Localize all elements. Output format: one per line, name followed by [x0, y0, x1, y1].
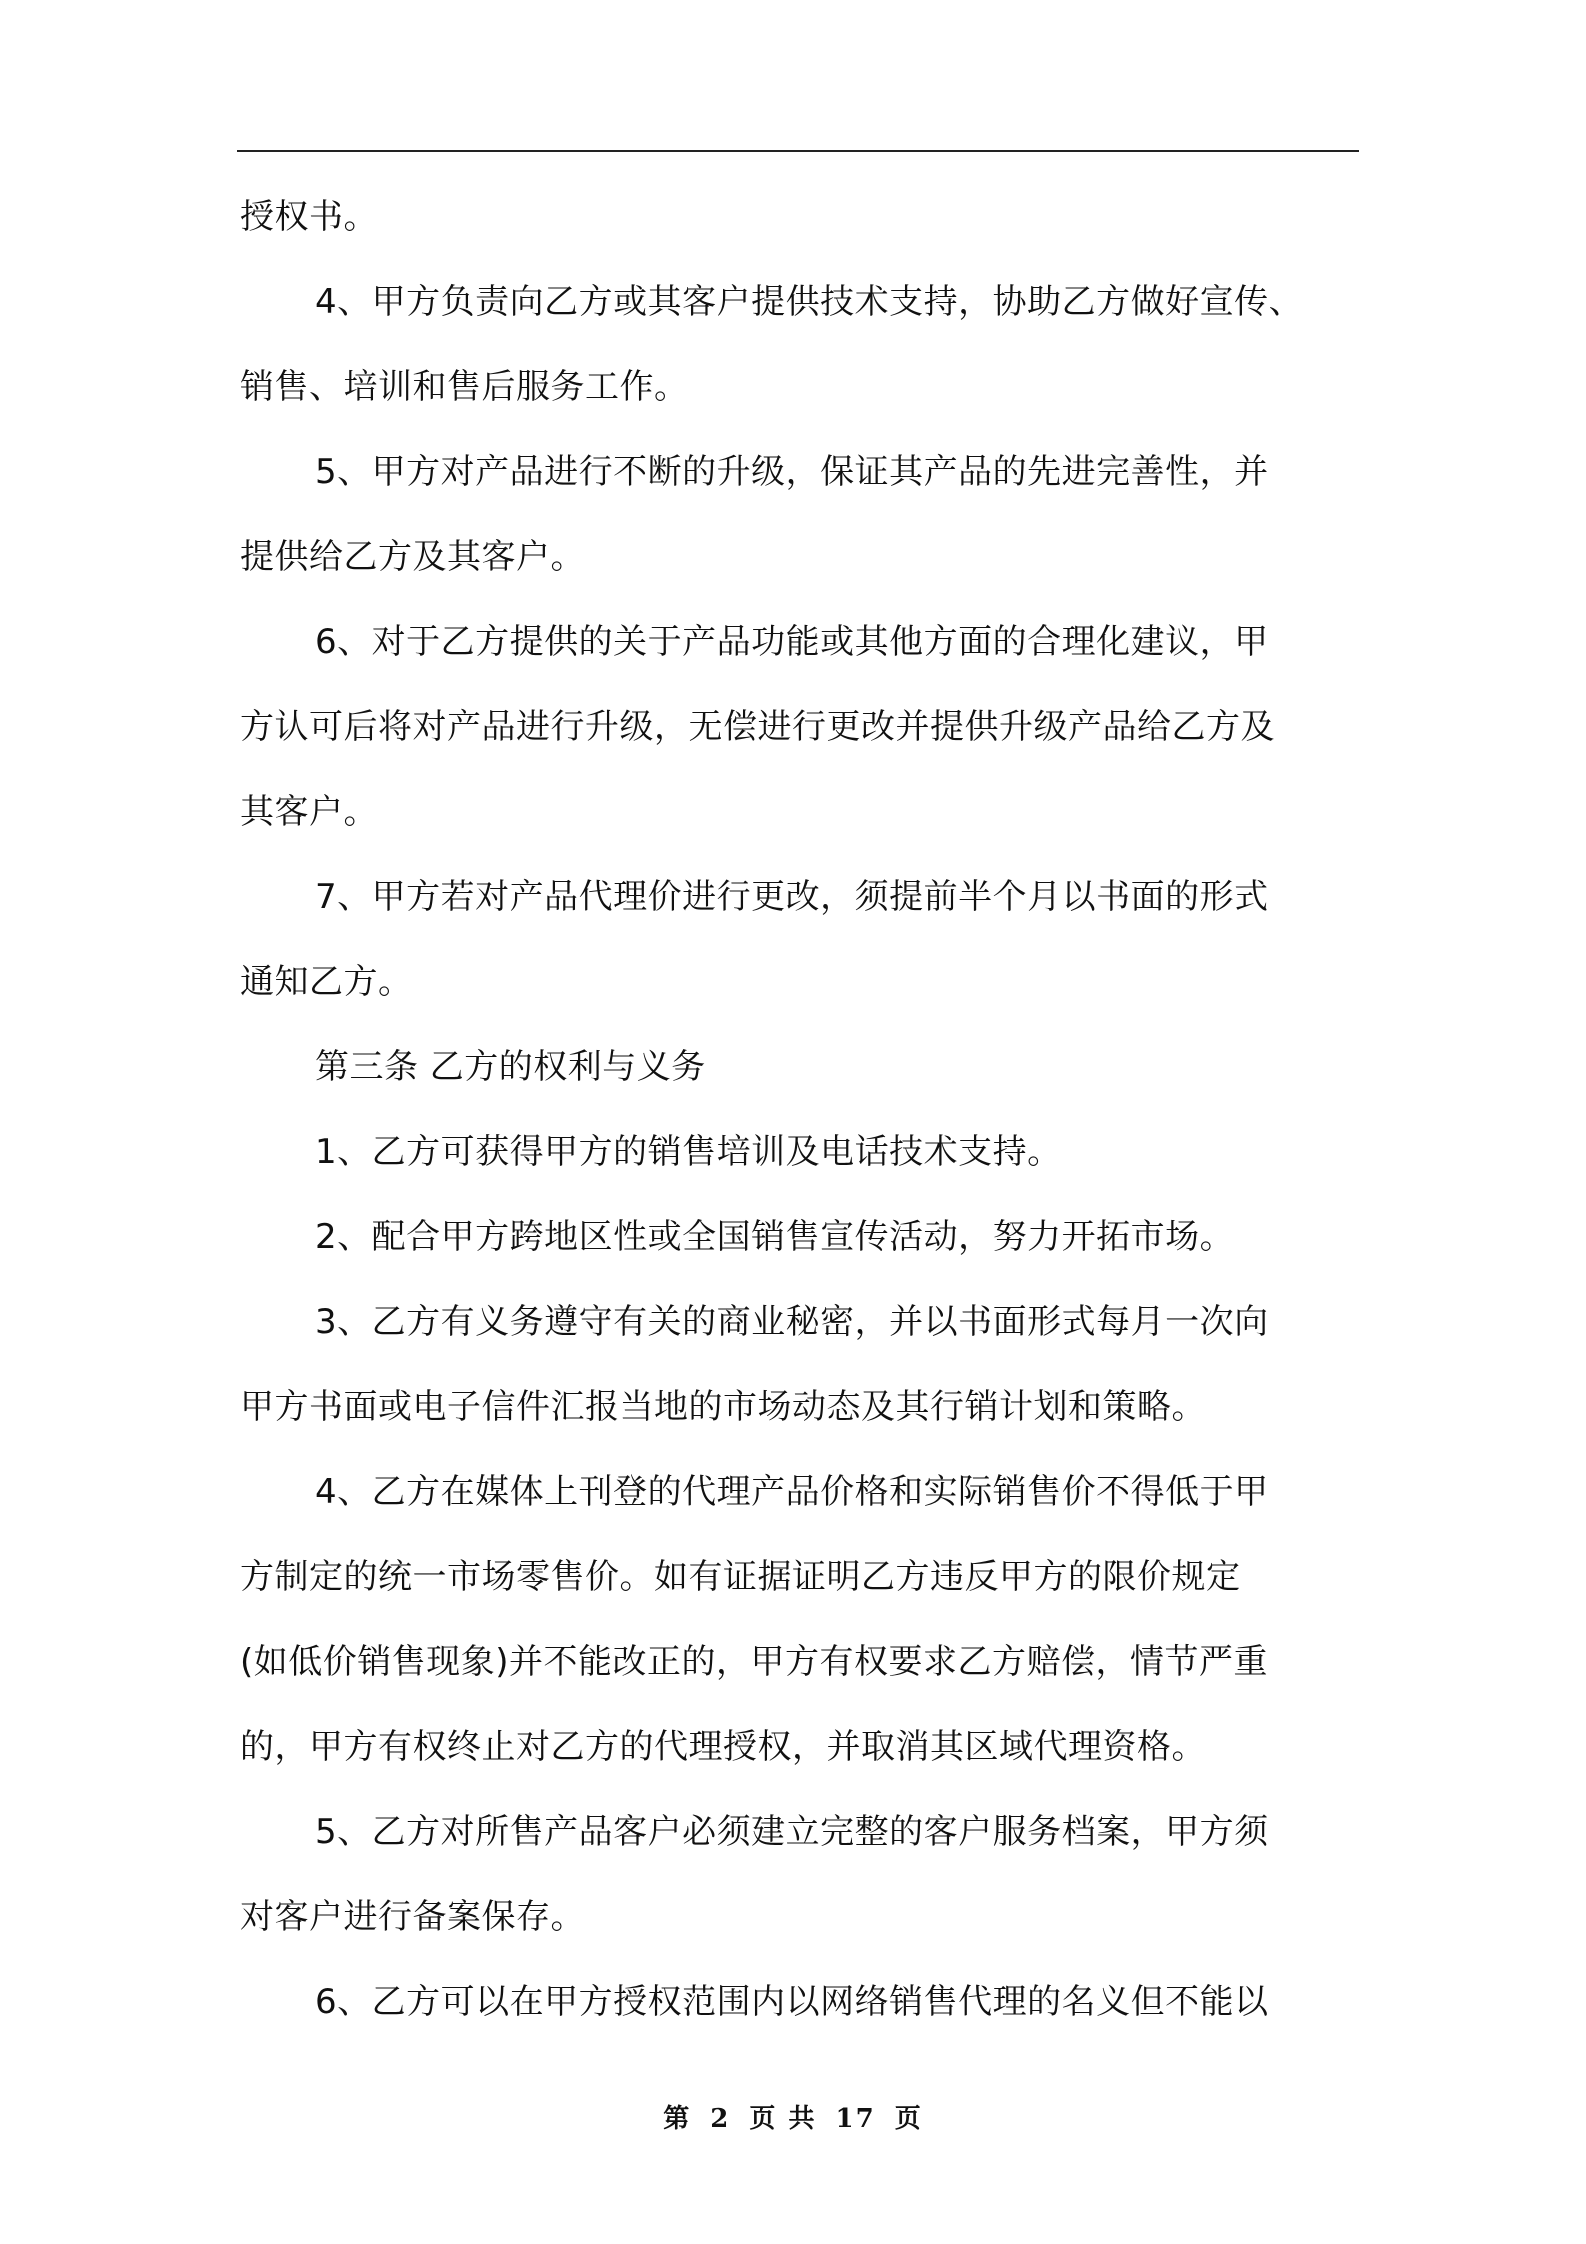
text-line: 7、甲方若对产品代理价进行更改，须提前半个月以书面的形式 — [315, 877, 1269, 917]
text-line: 2、配合甲方跨地区性或全国销售宣传活动，努力开拓市场。 — [315, 1217, 1235, 1257]
text-line: 其客户。 — [240, 792, 378, 832]
header-rule — [237, 150, 1359, 152]
text-line: 销售、培训和售后服务工作。 — [240, 367, 689, 407]
text-line: 6、对于乙方提供的关于产品功能或其他方面的合理化建议，甲 — [315, 622, 1269, 662]
text-line: 6、乙方可以在甲方授权范围内以网络销售代理的名义但不能以 — [315, 1982, 1269, 2022]
footer-total-pages: 17 — [835, 2104, 876, 2134]
footer-prefix: 第 — [663, 2104, 692, 2134]
text-line: 提供给乙方及其客户。 — [240, 537, 585, 577]
text-line: 方认可后将对产品进行升级，无偿进行更改并提供升级产品给乙方及 — [240, 707, 1275, 747]
text-line: (如低价销售现象)并不能改正的，甲方有权要求乙方赔偿，情节严重 — [240, 1642, 1269, 1682]
section-heading: 第三条 乙方的权利与义务 — [315, 1047, 706, 1087]
footer-suffix: 页 — [894, 2104, 923, 2134]
page-footer — [0, 2098, 1586, 2135]
text-line: 4、乙方在媒体上刊登的代理产品价格和实际销售价不得低于甲 — [315, 1472, 1269, 1512]
text-line: 授权书。 — [240, 197, 378, 237]
text-line: 5、甲方对产品进行不断的升级，保证其产品的先进完善性，并 — [315, 452, 1269, 492]
footer-current-page: 2 — [710, 2104, 731, 2134]
text-line: 对客户进行备案保存。 — [240, 1897, 585, 1937]
text-line: 方制定的统一市场零售价。如有证据证明乙方违反甲方的限价规定 — [240, 1557, 1241, 1597]
footer-middle: 页 共 — [749, 2104, 817, 2134]
text-line: 1、乙方可获得甲方的销售培训及电话技术支持。 — [315, 1132, 1062, 1172]
text-line: 甲方书面或电子信件汇报当地的市场动态及其行销计划和策略。 — [240, 1387, 1206, 1427]
text-line: 5、乙方对所售产品客户必须建立完整的客户服务档案，甲方须 — [315, 1812, 1269, 1852]
text-line: 3、乙方有义务遵守有关的商业秘密，并以书面形式每月一次向 — [315, 1302, 1269, 1342]
text-line: 的，甲方有权终止对乙方的代理授权，并取消其区域代理资格。 — [240, 1727, 1206, 1767]
text-line: 通知乙方。 — [240, 962, 413, 1002]
text-line: 4、甲方负责向乙方或其客户提供技术支持，协助乙方做好宣传、 — [315, 282, 1304, 322]
